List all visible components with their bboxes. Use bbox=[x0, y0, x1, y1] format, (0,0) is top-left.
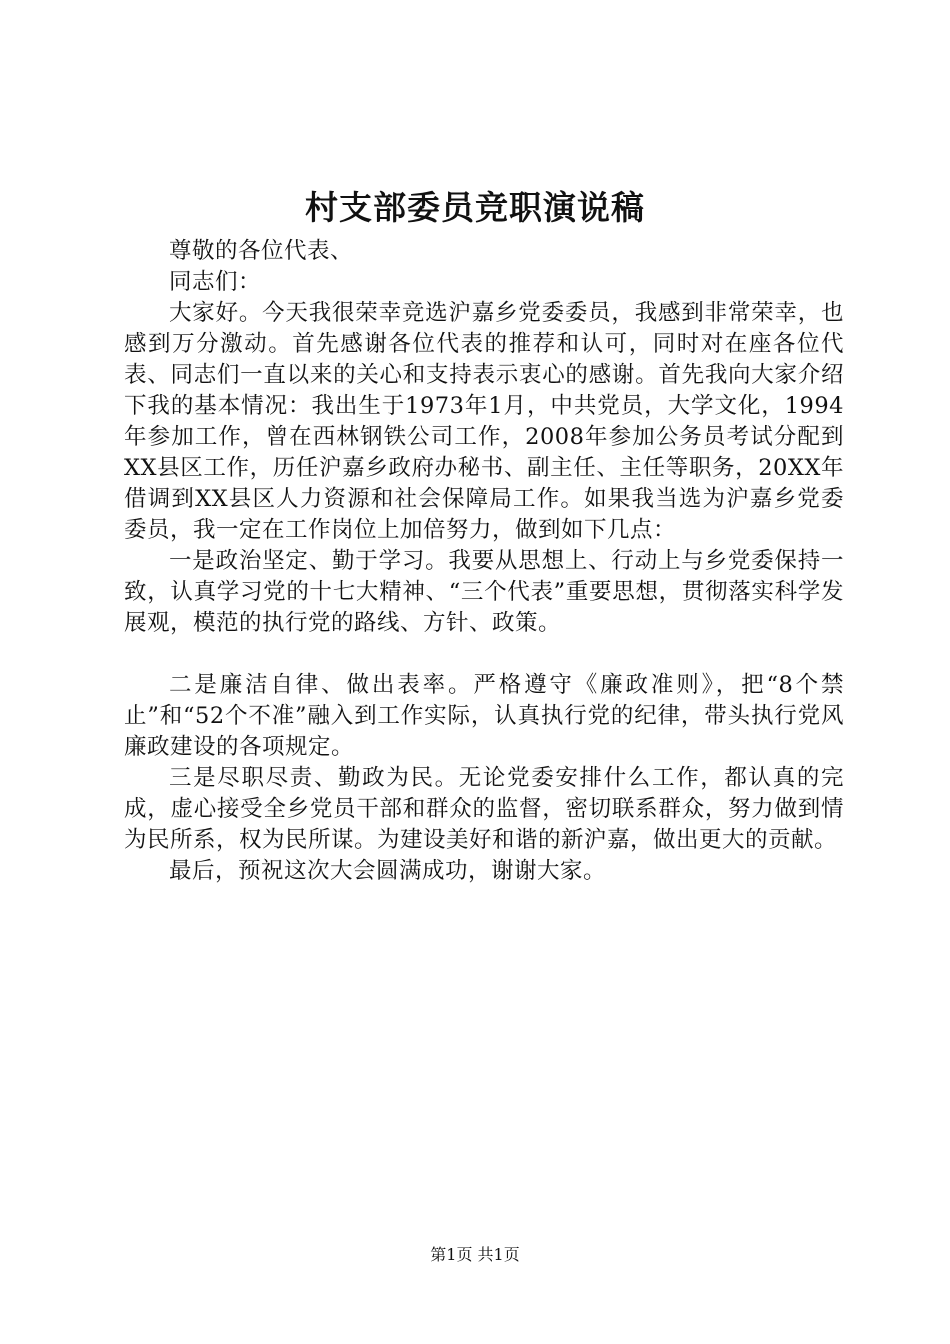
paragraph-point-one: 一是政治坚定、勤于学习。我要从思想上、行动上与乡党委保持一致，认真学习党的十七大精神、“三个代表”重要思想，贯彻落实科学发展观，模范的执行党的路线、方针、政策。 bbox=[124, 548, 844, 636]
salutation-line-1: 尊敬的各位代表、 bbox=[169, 238, 354, 264]
paragraph-introduction: 大家好。今天我很荣幸竞选沪嘉乡党委委员，我感到非常荣幸，也感到万分激动。首先感谢各位代表的推荐和认可，同时对在座各位代表、同志们一直以来的关心和支持表示衷心的感谢。首先我向大家介绍下我的基本情况：我出生于1973年1月，中共党员，大学文化，1994年参加工作，曾在西林钢铁公司工作，2008年参加公务员考试分配到XX县区工作，历任沪嘉乡政府办秘书、副主任、主任等职务，20XX年借调到XX县区人力资源和社会保障局工作。如果我当选为沪嘉乡党委委员，我一定在工作岗位上加倍努力，做到如下几点： bbox=[124, 300, 844, 543]
paragraph-point-two: 二是廉洁自律、做出表率。严格遵守《廉政准则》，把“8个禁止”和“52个不准”融入到工作实际，认真执行党的纪律，带头执行党风廉政建设的各项规定。 bbox=[124, 672, 844, 760]
page-footer: 第1页 共1页 bbox=[430, 1245, 520, 1264]
paragraph-point-three: 三是尽职尽责、勤政为民。无论党委安排什么工作，都认真的完成，虚心接受全乡党员干部和群众的监督，密切联系群众，努力做到情为民所系，权为民所谋。为建设美好和谐的新沪嘉，做出更大的贡献。 bbox=[124, 765, 844, 853]
document-title: 村支部委员竞职演说稿 bbox=[305, 188, 645, 227]
salutation-line-2: 同志们： bbox=[169, 269, 262, 295]
paragraph-closing: 最后，预祝这次大会圆满成功，谢谢大家。 bbox=[169, 858, 607, 884]
document-body bbox=[124, 236, 844, 887]
